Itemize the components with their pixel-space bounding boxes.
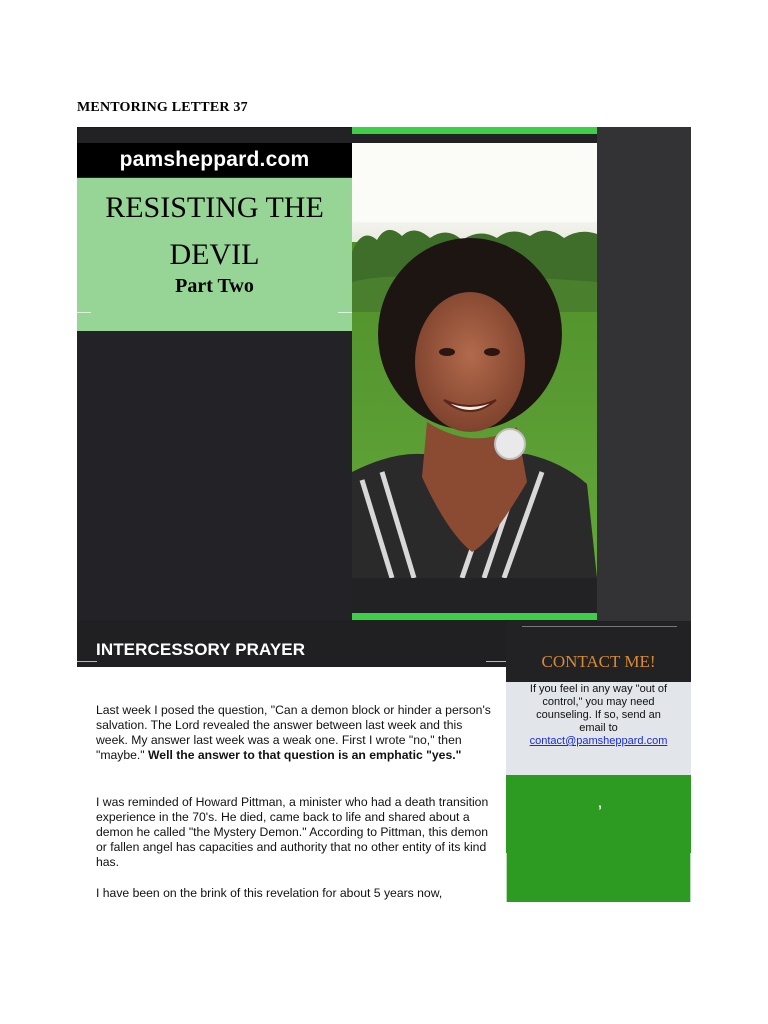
panel-divider <box>338 312 352 313</box>
article-paragraph-3: I have been on the brink of this revelation for about 5 years now, <box>96 886 443 900</box>
article-paragraph-2: I was reminded of Howard Pittman, a minister who had a death transition experience in the 70's. He died, came back to life and shared about a demon he called "the Mystery Demon." According to Pittman, this demon or fallen angel has capacities and authority that no other entity of its kind has. <box>96 795 489 869</box>
divider <box>486 661 506 662</box>
divider <box>506 853 507 902</box>
section-header <box>77 621 506 667</box>
green-accent-bar-top <box>352 127 597 134</box>
dark-sidebar-panel <box>77 331 352 621</box>
article-paragraph-1-emphasis: Well the answer to that question is an emphatic "yes." <box>148 748 462 762</box>
portrait-illustration <box>352 222 597 578</box>
site-name: pamsheppard.com <box>119 148 310 171</box>
divider <box>77 661 97 662</box>
hero-title-line2: DEVIL <box>169 238 260 271</box>
portrait-photo <box>352 222 597 578</box>
article-paragraph-1-text: Last week I posed the question, "Can a demon block or hinder a person's salvation. The Lord revealed the answer between last week and this week. My answer last week was a weak one. First I wrote "no," then "maybe." <box>96 703 491 762</box>
divider <box>522 626 677 627</box>
right-dark-column <box>597 127 691 621</box>
site-name-bar <box>77 143 352 177</box>
hero-title-panel <box>77 178 352 331</box>
article-body <box>77 667 506 902</box>
green-footer-box <box>506 775 691 902</box>
green-accent-bar-bottom <box>352 613 597 620</box>
contact-heading: CONTACT ME! <box>541 652 656 671</box>
panel-divider <box>77 312 91 313</box>
divider <box>690 853 691 902</box>
green-box-mark: ’ <box>598 802 602 818</box>
contact-email-link[interactable]: contact@pamsheppard.com <box>529 735 668 747</box>
article-paragraph-1 <box>96 703 492 763</box>
document-heading: MENTORING LETTER 37 <box>77 100 248 115</box>
hero-subtitle: Part Two <box>175 275 254 297</box>
photo-sky <box>352 143 597 223</box>
contact-text: If you feel in any way "out of control," you may need counseling. If so, send an email to <box>529 683 668 734</box>
hero-title-line1: RESISTING THE <box>105 191 324 224</box>
contact-header <box>506 621 691 682</box>
section-title: INTERCESSORY PRAYER <box>96 640 306 659</box>
contact-panel <box>506 682 691 775</box>
